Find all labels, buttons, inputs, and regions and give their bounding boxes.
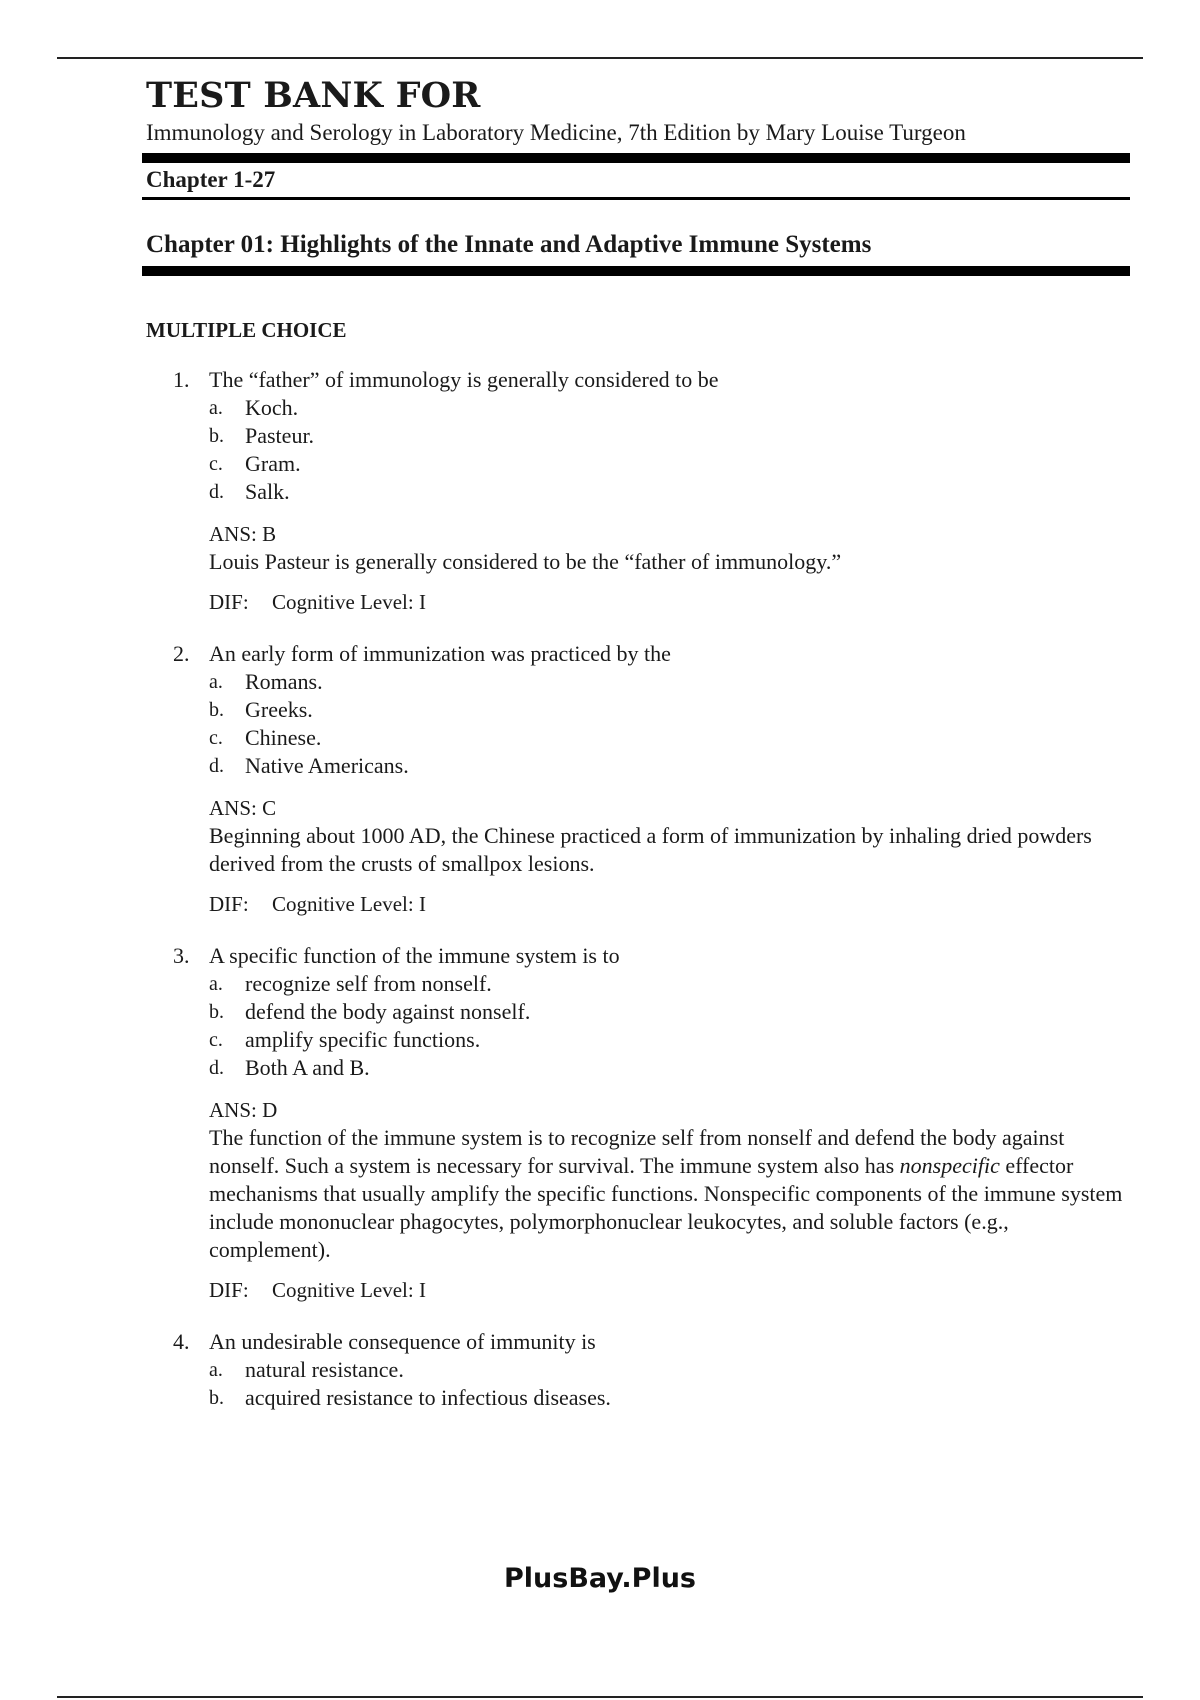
answer-explanation (209, 1124, 1130, 1264)
chapter-thick-bar (142, 266, 1130, 276)
option-text: Both A and B. (245, 1055, 370, 1081)
difficulty-line (209, 1276, 1130, 1304)
option-b (209, 422, 1130, 450)
option-a (209, 668, 1130, 696)
option-b (209, 696, 1130, 724)
question-1 (146, 366, 1130, 616)
option-b (209, 998, 1130, 1026)
option-c (209, 724, 1130, 752)
answer-explanation: Beginning about 1000 AD, the Chinese practiced a form of immunization by inhaling dried powders derived from the crusts of smallpox lesions. (209, 823, 1092, 877)
answer-key: ANS: B (209, 522, 277, 547)
option-text: acquired resistance to infectious diseases. (245, 1385, 611, 1411)
option-text: Koch. (245, 395, 299, 421)
question-number: 4. (173, 1329, 190, 1355)
option-text: Pasteur. (245, 423, 315, 449)
header-thin-bar (142, 197, 1130, 200)
option-letter: c. (209, 453, 223, 476)
option-text: Gram. (245, 451, 301, 477)
question-2 (146, 640, 1130, 918)
option-letter: a. (209, 1359, 223, 1382)
difficulty-line (209, 588, 1130, 616)
section-heading: MULTIPLE CHOICE (146, 318, 347, 343)
explanation-part-1: The function of the immune system is to recognize self from nonself and defend the body against nonself. Such a system is necessary for survival. The immune system also has (209, 1125, 1065, 1179)
option-letter: b. (209, 1387, 224, 1410)
option-c (209, 1026, 1130, 1054)
option-text: Greeks. (245, 697, 313, 723)
option-list (209, 394, 1130, 506)
option-text: natural resistance. (245, 1357, 404, 1383)
option-list (209, 668, 1130, 780)
option-d (209, 752, 1130, 780)
chapter-title: Chapter 01: Highlights of the Innate and Adaptive Immune Systems (146, 231, 872, 259)
option-b (209, 1384, 1130, 1412)
question-stem: The “father” of immunology is generally considered to be (209, 367, 719, 393)
option-a (209, 970, 1130, 998)
header-thick-bar (142, 153, 1130, 163)
watermark-logo: PlusBay.Plus (503, 1563, 697, 1594)
test-bank-title: TEST BANK FOR (146, 75, 481, 116)
question-stem: A specific function of the immune system is to (209, 943, 620, 969)
option-letter: c. (209, 727, 223, 750)
question-number: 3. (173, 943, 190, 969)
difficulty-label: DIF: (209, 590, 249, 615)
question-number: 1. (173, 367, 190, 393)
option-d (209, 1054, 1130, 1082)
option-d (209, 478, 1130, 506)
option-list (209, 1356, 1130, 1412)
option-text: defend the body against nonself. (245, 999, 531, 1025)
option-text: recognize self from nonself. (245, 971, 492, 997)
option-text: Chinese. (245, 725, 322, 751)
explanation-part-2: effector mechanisms that usually amplify the specific functions. Nonspecific components of the immune system include mononuclear phagocytes, polymorphonuclear leukocytes, and soluble factors (e.g., complement). (209, 1153, 1123, 1263)
question-stem: An early form of immunization was practiced by the (209, 641, 671, 667)
question-4 (146, 1328, 1130, 1412)
explanation-italic-term: nonspecific (899, 1153, 1000, 1179)
option-letter: d. (209, 1057, 224, 1080)
option-text: Salk. (245, 479, 290, 505)
option-text: amplify specific functions. (245, 1027, 481, 1053)
answer-key: ANS: C (209, 796, 277, 821)
answer-key: ANS: D (209, 1098, 278, 1123)
question-3 (146, 942, 1130, 1304)
difficulty-value: Cognitive Level: I (272, 590, 426, 615)
option-list (209, 970, 1130, 1082)
option-text: Romans. (245, 669, 323, 695)
answer-explanation: Louis Pasteur is generally considered to be the “father of immunology.” (209, 549, 842, 575)
option-letter: d. (209, 481, 224, 504)
top-rule (57, 57, 1143, 59)
option-letter: a. (209, 671, 223, 694)
difficulty-value: Cognitive Level: I (272, 892, 426, 917)
option-letter: b. (209, 1001, 224, 1024)
question-number: 2. (173, 641, 190, 667)
option-letter: b. (209, 699, 224, 722)
page-content (146, 75, 1130, 1412)
difficulty-value: Cognitive Level: I (272, 1278, 426, 1303)
option-letter: a. (209, 397, 223, 420)
difficulty-label: DIF: (209, 1278, 249, 1303)
chapter-range: Chapter 1-27 (146, 166, 276, 192)
option-c (209, 450, 1130, 478)
bottom-rule (57, 1696, 1143, 1698)
option-letter: d. (209, 755, 224, 778)
option-text: Native Americans. (245, 753, 409, 779)
book-subtitle: Immunology and Serology in Laboratory Medicine, 7th Edition by Mary Louise Turgeon (146, 120, 966, 145)
difficulty-label: DIF: (209, 892, 249, 917)
option-letter: a. (209, 973, 223, 996)
difficulty-line (209, 890, 1130, 918)
option-letter: c. (209, 1029, 223, 1052)
question-stem: An undesirable consequence of immunity is (209, 1329, 596, 1355)
option-letter: b. (209, 425, 224, 448)
option-a (209, 394, 1130, 422)
option-a (209, 1356, 1130, 1384)
